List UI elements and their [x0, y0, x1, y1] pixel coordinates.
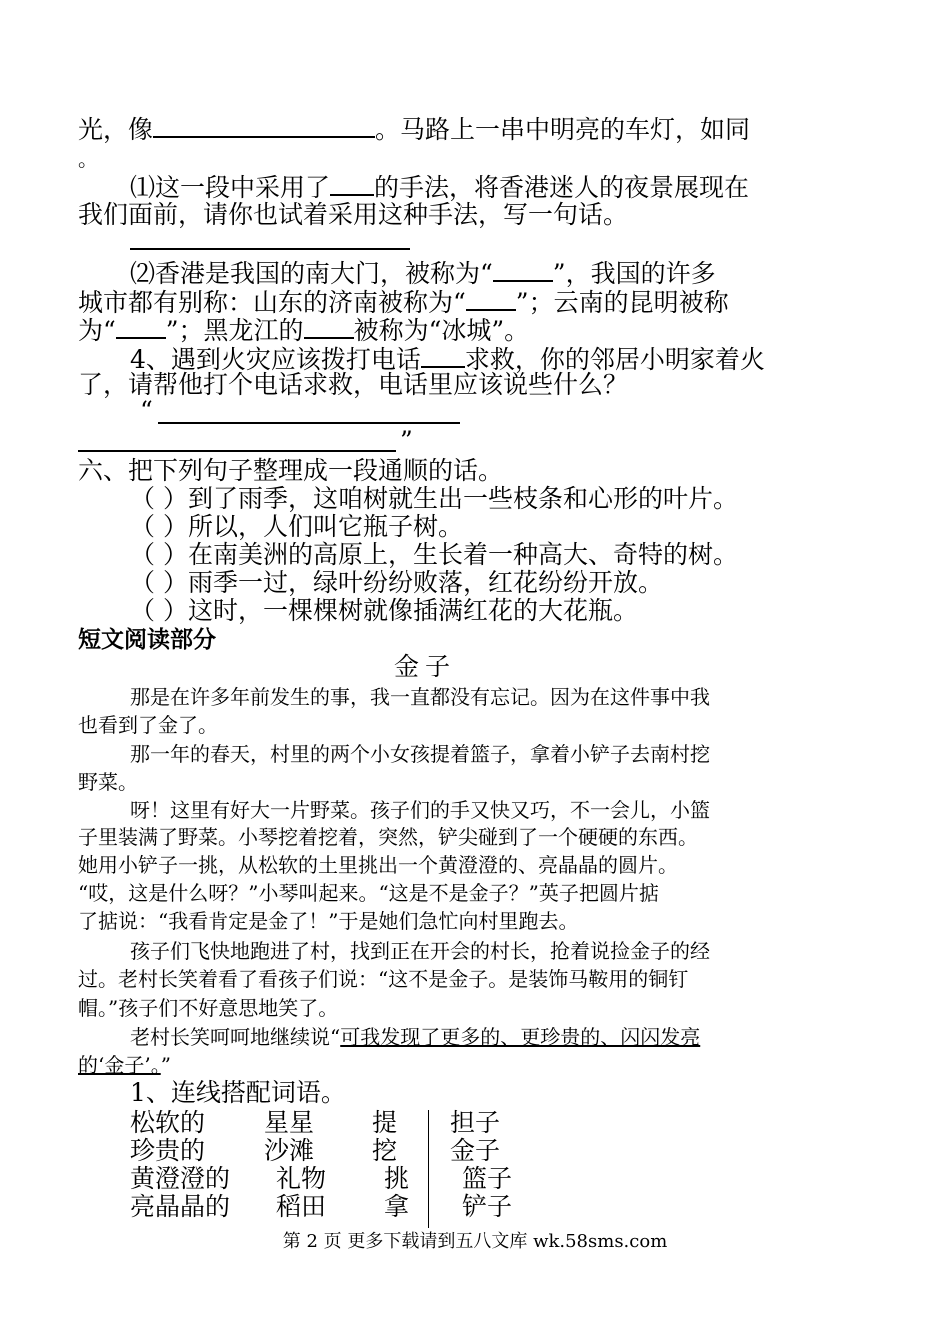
- paragraph-line: 帽。”孩子们不好意思地笑了。: [78, 996, 339, 1020]
- text: ⑴这一段中采用了: [130, 173, 331, 202]
- text: ⑵香港是我国的南大门，被称为“: [130, 259, 493, 288]
- match-word[interactable]: 拿: [384, 1192, 410, 1221]
- match-word[interactable]: 金子: [450, 1136, 501, 1165]
- exercise-title: 1、连线搭配词语。: [130, 1078, 346, 1107]
- page-footer: 第 2 页 更多下载请到五八文库 wk.58sms.com: [282, 1231, 668, 1252]
- paragraph-line: [78, 1052, 171, 1078]
- paragraph-line: 了掂说：“我看肯定是金了！”于是她们急忙向村里跑去。: [78, 909, 579, 933]
- answer-blank[interactable]: [493, 256, 553, 282]
- text: 。马路上一串中明亮的车灯，如同: [375, 115, 751, 144]
- text-line: 。: [78, 147, 98, 171]
- text: 城市都有别称：山东的济南被称为“: [78, 288, 466, 317]
- paragraph-line: 那一年的春天，村里的两个小女孩提着篮子，拿着小铲子去南村挖: [130, 742, 710, 766]
- answer-blank[interactable]: [466, 285, 516, 311]
- text: 被称为“冰城”。: [353, 316, 530, 345]
- paragraph-line: 过。老村长笑着看了看孩子们说：“这不是金子。是装饰马鞍用的铜钉: [78, 967, 689, 991]
- text: 4、遇到火灾应该拨打电话: [130, 345, 421, 374]
- paragraph-line: 野菜。: [78, 770, 138, 794]
- paragraph-line: 那是在许多年前发生的事，我一直都没有忘记。因为在这件事中我: [130, 685, 710, 709]
- text: 求救，你的邻居小明家着火: [464, 345, 765, 374]
- match-word[interactable]: 松软的: [130, 1108, 206, 1137]
- paragraph-line: 她用小铲子一挑，从松软的土里挑出一个黄澄澄的、亮晶晶的圆片。: [78, 853, 678, 877]
- answer-line[interactable]: [158, 422, 460, 424]
- text: 老村长笑呵呵地继续说“: [130, 1025, 341, 1049]
- answer-line[interactable]: [78, 450, 396, 452]
- paragraph-line: 也看到了金了。: [78, 713, 218, 737]
- match-word[interactable]: 担子: [450, 1108, 501, 1137]
- paragraph-line: “哎，这是什么呀？”小琴叫起来。“这是不是金子？”英子把圆片掂: [78, 881, 659, 905]
- text-line: [78, 112, 750, 145]
- section-title: 六、把下列句子整理成一段通顺的话。: [78, 456, 504, 485]
- list-item[interactable]: （ ）到了雨季，这咱树就生出一些枝条和心形的叶片。: [130, 484, 738, 513]
- paragraph-line: 呀！这里有好大一片野菜。孩子们的手又快又巧，不一会儿，小篮: [130, 798, 710, 822]
- text: 光，像: [78, 115, 154, 144]
- match-word[interactable]: 稻田: [276, 1192, 327, 1221]
- match-word[interactable]: 星星: [264, 1108, 315, 1137]
- text: ”；黑龙江的: [165, 316, 304, 345]
- match-word[interactable]: 礼物: [276, 1164, 327, 1193]
- match-word[interactable]: 沙滩: [264, 1136, 315, 1165]
- paragraph-line: 子里装满了野菜。小琴挖着挖着，突然，铲尖碰到了一个硬硬的东西。: [78, 825, 698, 849]
- paragraph-line: [130, 1024, 700, 1050]
- answer-blank[interactable]: [330, 170, 374, 196]
- text: ”；云南的昆明被称: [515, 288, 729, 317]
- answer-blank[interactable]: [116, 313, 166, 339]
- answer-line[interactable]: [130, 248, 410, 250]
- underlined-text: 的‘金子’。: [78, 1053, 161, 1077]
- match-word[interactable]: 珍贵的: [130, 1136, 206, 1165]
- list-item[interactable]: （ ）在南美洲的高原上，生长着一种高大、奇特的树。: [130, 540, 738, 569]
- open-quote: “: [140, 396, 153, 425]
- text: 的手法，将香港迷人的夜景展现在: [374, 173, 750, 202]
- question-1: [130, 170, 749, 203]
- match-word[interactable]: 黄澄澄的: [130, 1164, 231, 1193]
- passage-title: 金子: [394, 652, 457, 681]
- text-line: 我们面前，请你也试着采用这种手法，写一句话。: [78, 200, 629, 229]
- paragraph-line: 孩子们飞快地跑进了村，找到正在开会的村长，抢着说捡金子的经: [130, 939, 710, 963]
- match-word[interactable]: 篮子: [462, 1164, 513, 1193]
- match-word[interactable]: 铲子: [462, 1192, 513, 1221]
- column-divider: [428, 1110, 429, 1228]
- list-item[interactable]: （ ）雨季一过，绿叶纷纷败落，红花纷纷开放。: [130, 568, 663, 597]
- text: 为“: [78, 316, 116, 345]
- list-item[interactable]: （ ）所以，人们叫它瓶子树。: [130, 512, 463, 541]
- underlined-text: 可我发现了更多的、更珍贵的、闪闪发亮: [340, 1025, 701, 1049]
- text: ”: [160, 1053, 171, 1077]
- text: ”，我国的许多: [552, 259, 716, 288]
- close-quote: ”: [400, 426, 413, 455]
- answer-blank[interactable]: [421, 342, 465, 368]
- section-heading: 短文阅读部分: [78, 627, 216, 653]
- text-line: 了，请帮他打个电话求救，电话里应该说些什么？: [78, 370, 629, 399]
- answer-blank[interactable]: [304, 313, 354, 339]
- answer-blank[interactable]: [153, 112, 375, 138]
- match-word[interactable]: 挑: [384, 1164, 410, 1193]
- list-item[interactable]: （ ）这时，一棵棵树就像插满红花的大花瓶。: [130, 596, 638, 625]
- match-word[interactable]: 提: [372, 1108, 398, 1137]
- match-word[interactable]: 亮晶晶的: [130, 1192, 231, 1221]
- match-word[interactable]: 挖: [372, 1136, 398, 1165]
